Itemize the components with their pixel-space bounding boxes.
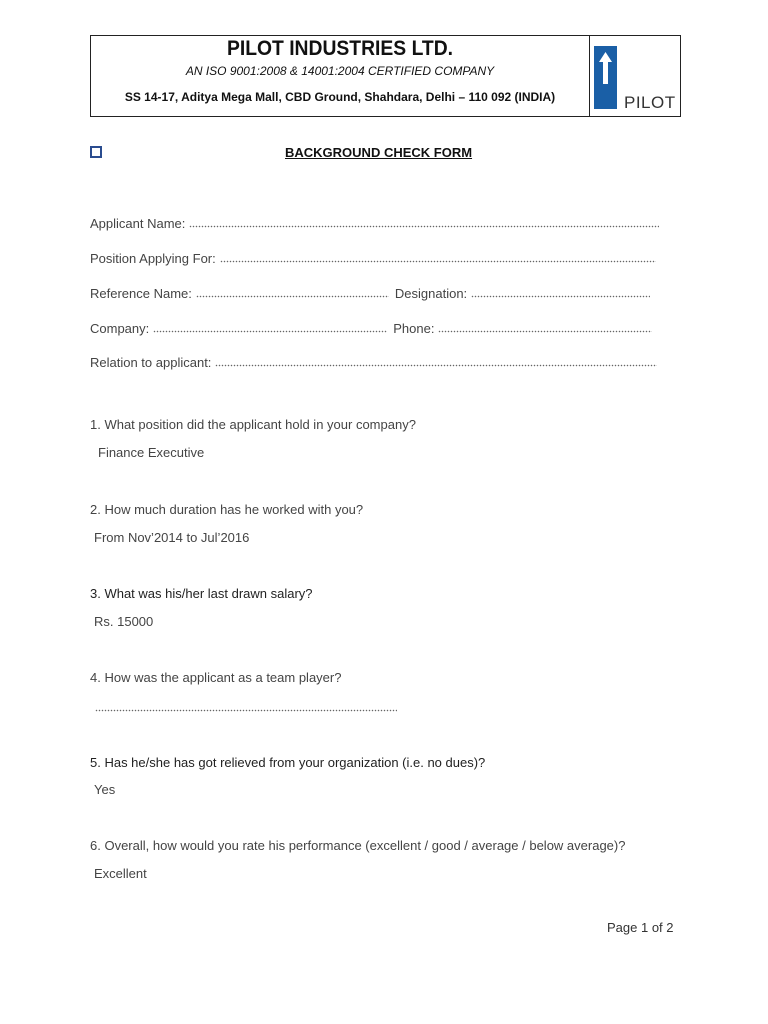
applicant-name-blank[interactable]	[189, 215, 659, 228]
company-name: PILOT INDUSTRIES LTD.	[226, 37, 454, 60]
company-field[interactable]	[90, 320, 652, 336]
pilot-logo	[593, 44, 679, 112]
designation-label: Designation:	[394, 286, 468, 301]
answer-5[interactable]: Yes	[94, 782, 116, 797]
reference-name-label: Reference Name:	[90, 286, 192, 301]
company-address: SS 14-17, Aditya Mega Mall, CBD Ground, Shahdara, Delhi – 110 092 (INDIA)	[124, 90, 556, 104]
certification-line: AN ISO 9001:2008 & 14001:2004 CERTIFIED COMPANY	[185, 64, 495, 78]
answer-3[interactable]: Rs. 15000	[94, 614, 154, 629]
page-number: Page 1 of 2	[607, 920, 674, 935]
reference-name-field[interactable]	[90, 285, 650, 301]
question-6: 6. Overall, how would you rate his performance (excellent / good / average / below average)?	[90, 838, 626, 853]
question-3: 3. What was his/her last drawn salary?	[90, 586, 313, 601]
answer-2[interactable]: From Nov’2014 to Jul’2016	[94, 530, 250, 545]
phone-label: Phone:	[393, 321, 435, 336]
position-blank[interactable]	[220, 250, 656, 263]
company-label: Company:	[90, 321, 150, 336]
relation-label: Relation to applicant:	[90, 355, 212, 370]
question-5: 5. Has he/she has got relieved from your organization (i.e. no dues)?	[90, 755, 486, 770]
phone-blank[interactable]	[438, 320, 652, 333]
applicant-name-field[interactable]	[90, 215, 659, 231]
relation-field[interactable]	[90, 354, 657, 370]
question-1: 1. What position did the applicant hold in your company?	[90, 417, 416, 432]
company-blank[interactable]	[153, 320, 387, 333]
header-divider	[589, 36, 590, 116]
letterhead	[90, 35, 681, 117]
designation-blank[interactable]	[471, 285, 650, 298]
form-checkbox[interactable]	[90, 146, 102, 158]
answer-4-blank[interactable]	[95, 700, 397, 713]
answer-6[interactable]: Excellent	[94, 866, 147, 881]
reference-name-blank[interactable]	[196, 285, 389, 298]
relation-blank[interactable]	[215, 354, 657, 367]
position-label: Position Applying For:	[90, 251, 216, 266]
form-title: BACKGROUND CHECK FORM	[285, 145, 473, 160]
answer-1[interactable]: Finance Executive	[98, 445, 205, 460]
logo-text: PILOT	[624, 93, 676, 112]
position-field[interactable]	[90, 250, 656, 266]
question-4: 4. How was the applicant as a team player?	[90, 670, 342, 685]
applicant-name-label: Applicant Name:	[90, 216, 186, 231]
question-2: 2. How much duration has he worked with you?	[90, 502, 364, 517]
